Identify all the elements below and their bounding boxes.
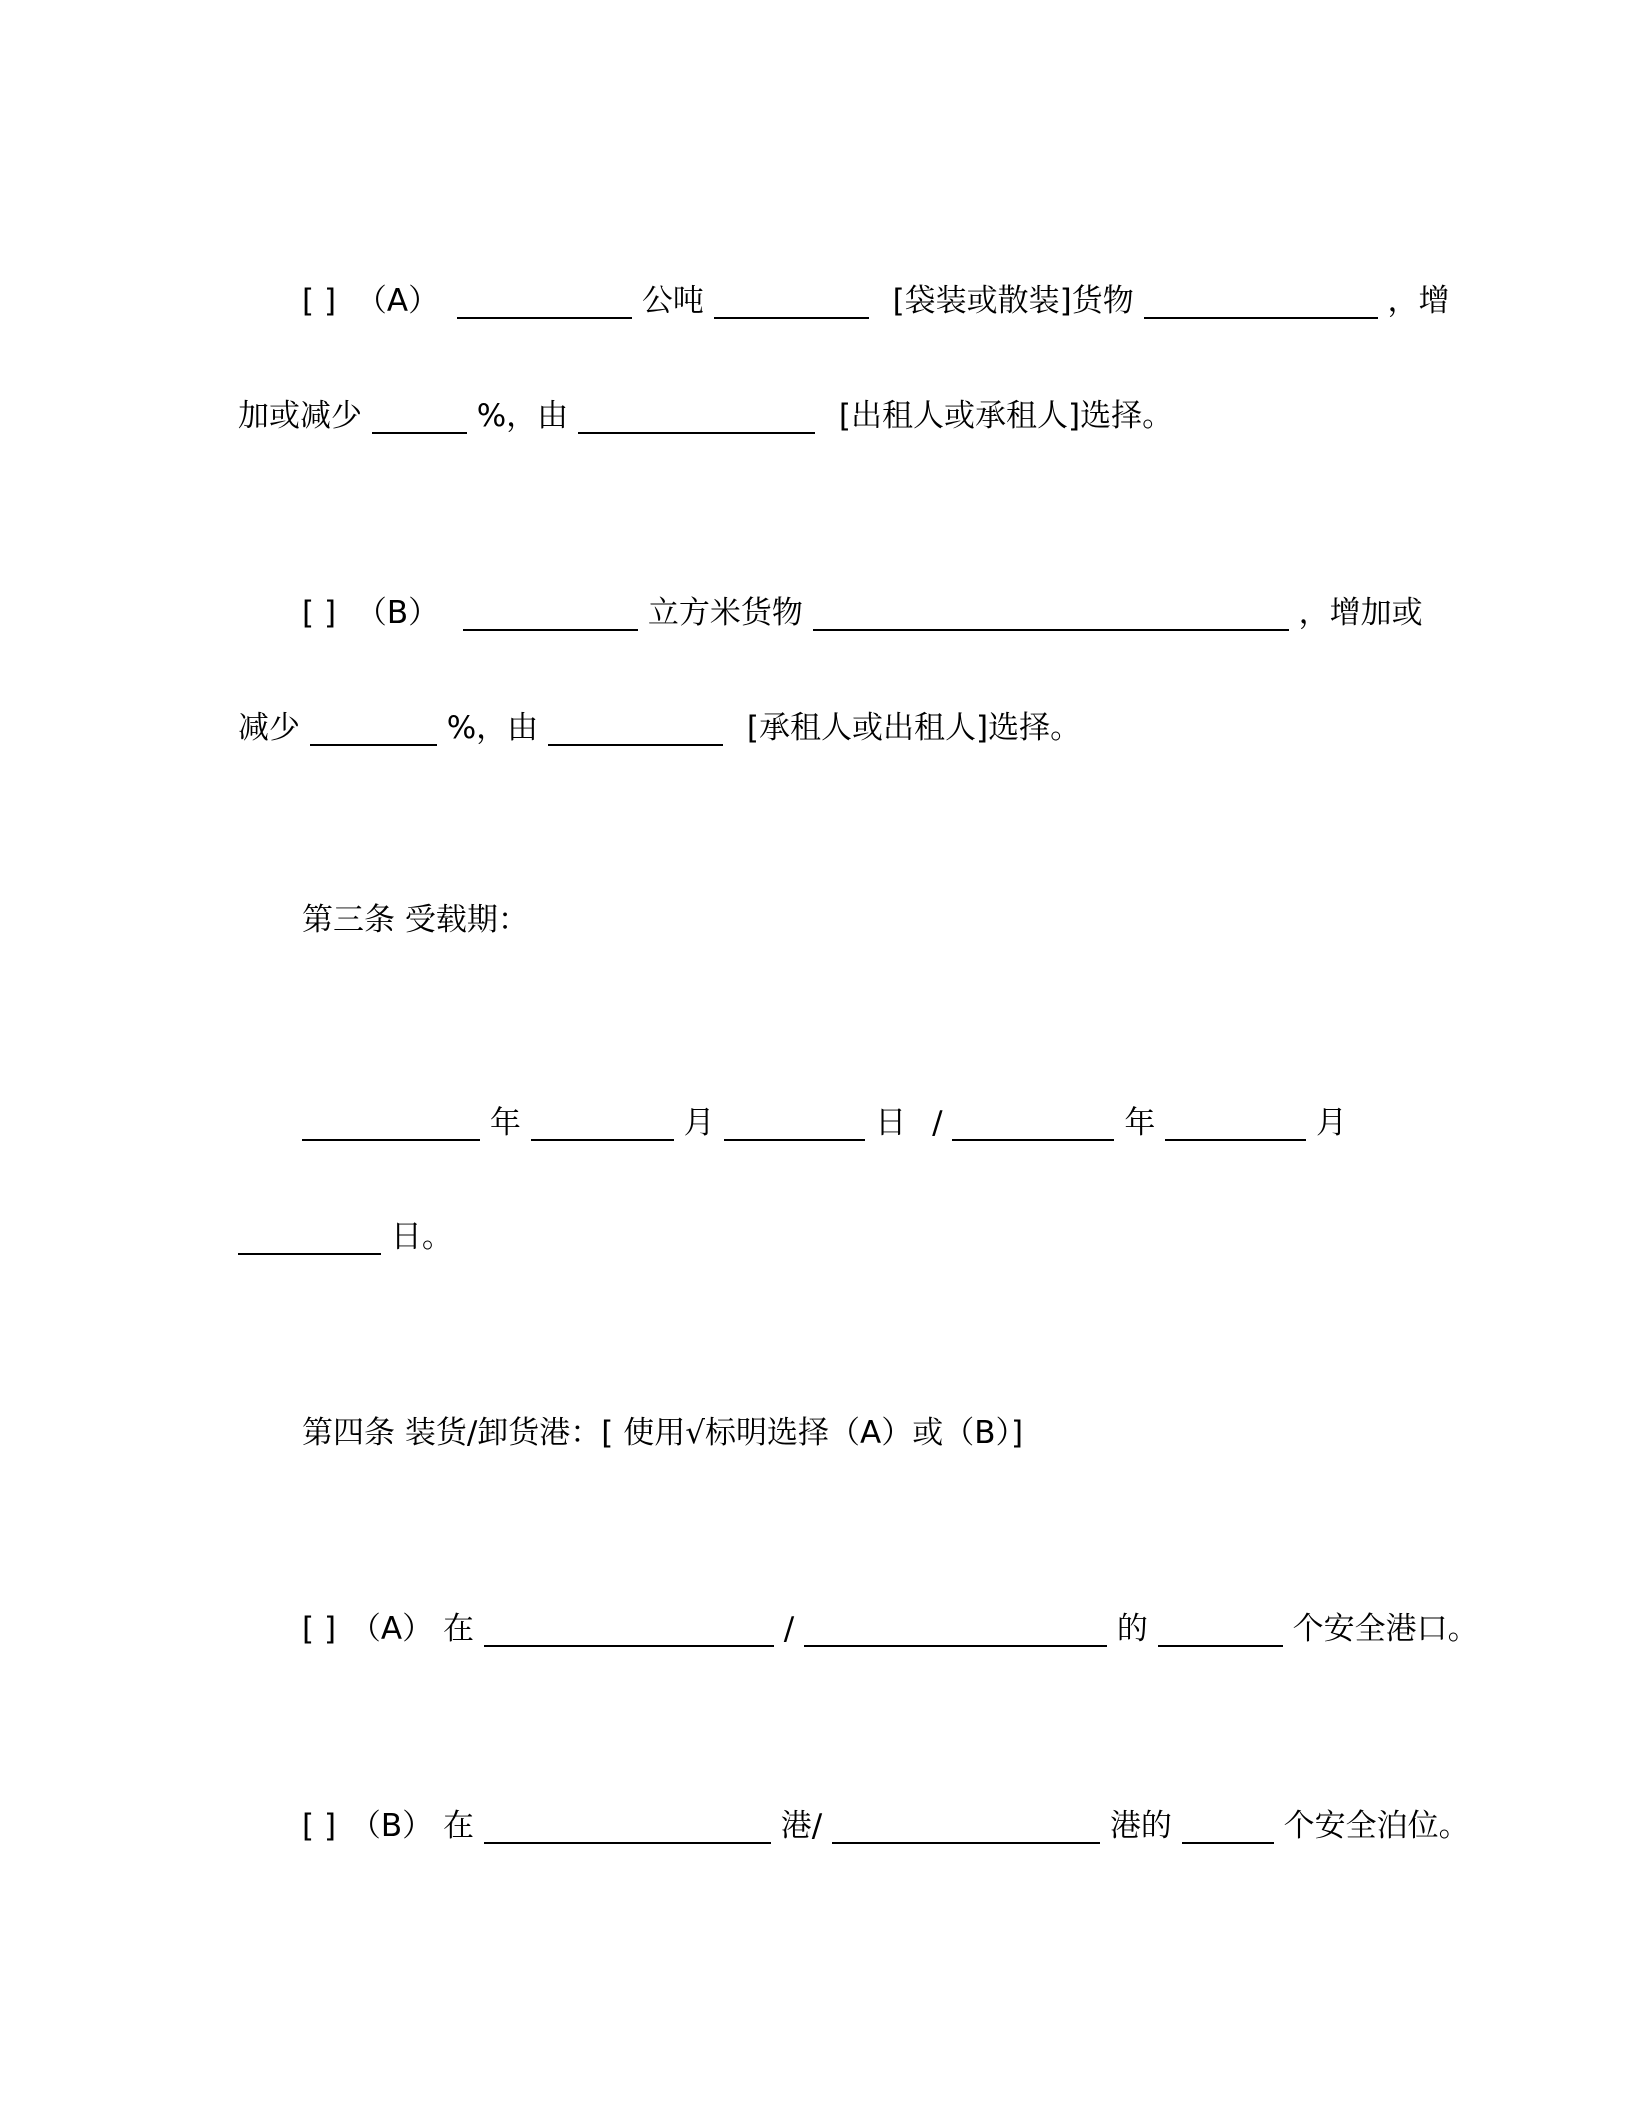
- at-text: 在: [442, 1611, 474, 1647]
- start-year-blank[interactable]: [302, 1109, 480, 1141]
- checkbox[interactable]: [ ]: [302, 1611, 337, 1647]
- clause-4-option-a: [302, 1609, 1479, 1649]
- percent-by-text: %，由: [476, 398, 569, 434]
- clause-3-title: 第三条 受载期：: [302, 902, 529, 938]
- clause-2-option-b-line-2: [238, 708, 1081, 748]
- tonnage-blank[interactable]: [457, 287, 632, 319]
- month-text: 月: [683, 1105, 715, 1141]
- comma-increase-text: ，增加或: [1298, 595, 1423, 631]
- clause-3-date-line-2: [238, 1217, 453, 1257]
- packing-choice: [袋装或散装]货物: [892, 283, 1134, 319]
- port-slash-text: 港/: [780, 1808, 823, 1844]
- unit-text: 公吨: [641, 283, 704, 319]
- option-label: （B）: [355, 595, 440, 631]
- start-month-blank[interactable]: [531, 1109, 674, 1141]
- clause-2-option-a-line-1: [302, 281, 1449, 321]
- port-blank-2[interactable]: [832, 1812, 1100, 1844]
- unit-text: 立方米货物: [647, 595, 803, 631]
- start-day-blank[interactable]: [724, 1109, 865, 1141]
- percent-blank[interactable]: [372, 402, 467, 434]
- port-blank-1[interactable]: [484, 1615, 774, 1647]
- checkbox[interactable]: [ ]: [302, 283, 337, 319]
- option-label: （B）: [349, 1808, 434, 1844]
- cargo-name-blank[interactable]: [1144, 287, 1378, 319]
- option-label: （A）: [355, 283, 440, 319]
- percent-blank[interactable]: [310, 714, 437, 746]
- clause-4-heading: [302, 1413, 1023, 1453]
- clause-4-title: 第四条 装货/卸货港：[ 使用√标明选择（A）或（B）]: [302, 1415, 1024, 1451]
- year-text: 年: [1124, 1105, 1156, 1141]
- day-text: 日: [875, 1105, 907, 1141]
- comma-increase-text: ，增: [1387, 283, 1450, 319]
- party-blank[interactable]: [548, 714, 723, 746]
- percent-by-text: %，由: [446, 710, 539, 746]
- option-label: （A）: [349, 1611, 434, 1647]
- cargo-blank[interactable]: [714, 287, 869, 319]
- at-text: 在: [443, 1808, 475, 1844]
- tail-text: 个安全港口。: [1292, 1611, 1479, 1647]
- cargo-blank[interactable]: [813, 599, 1289, 631]
- volume-blank[interactable]: [463, 599, 638, 631]
- year-text: 年: [489, 1105, 521, 1141]
- clause-3-date-line-1: [302, 1103, 1347, 1143]
- clause-4-option-b: [302, 1806, 1470, 1846]
- count-blank[interactable]: [1182, 1812, 1274, 1844]
- decrease-text: 减少: [238, 710, 300, 746]
- clause-2-option-b-line-1: [302, 593, 1423, 633]
- port-blank-2[interactable]: [804, 1615, 1107, 1647]
- end-month-blank[interactable]: [1165, 1109, 1306, 1141]
- end-year-blank[interactable]: [952, 1109, 1114, 1141]
- separator-text: /: [932, 1105, 943, 1141]
- end-day-blank[interactable]: [238, 1223, 381, 1255]
- port-blank-1[interactable]: [484, 1812, 771, 1844]
- day-end-text: 日。: [390, 1219, 453, 1255]
- clause-3-heading: [302, 900, 529, 940]
- clause-2-option-a-line-2: [238, 396, 1173, 436]
- increase-decrease-text: 加或减少: [238, 398, 362, 434]
- party-blank[interactable]: [578, 402, 815, 434]
- slash-text: /: [783, 1611, 795, 1647]
- party-choice: [出租人或承租人]选择。: [838, 398, 1174, 434]
- port-of-text: 港的: [1109, 1808, 1172, 1844]
- party-choice: [承租人或出租人]选择。: [746, 710, 1082, 746]
- checkbox[interactable]: [ ]: [302, 595, 337, 631]
- checkbox[interactable]: [ ]: [302, 1808, 337, 1844]
- count-blank[interactable]: [1158, 1615, 1283, 1647]
- month-text: 月: [1316, 1105, 1348, 1141]
- tail-text: 个安全泊位。: [1283, 1808, 1470, 1844]
- of-text: 的: [1116, 1611, 1148, 1647]
